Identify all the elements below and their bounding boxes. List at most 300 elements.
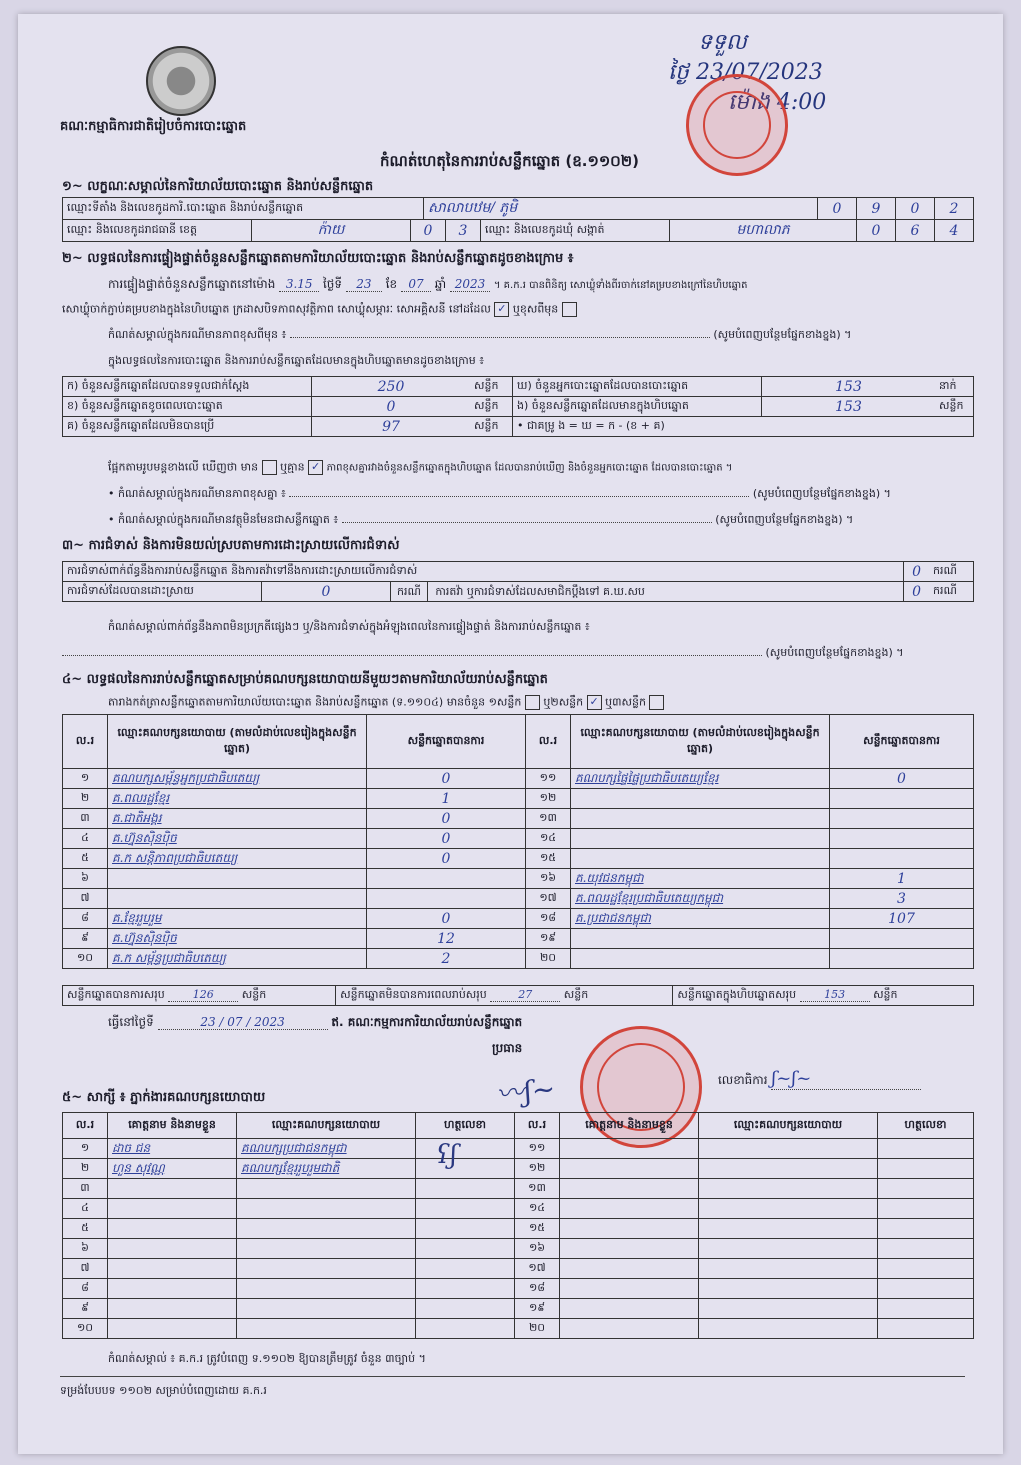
- table-row: [63, 1259, 974, 1279]
- s2-row2-rval: 153: [762, 397, 936, 417]
- s4-row-no-2: ២០: [526, 949, 571, 969]
- s2-bullet2-end: (សូមបំពេញបន្ថែមផ្នែកខាងខ្នង) ។: [715, 513, 854, 526]
- s5-row-sign[interactable]: [416, 1259, 515, 1279]
- table-row: [63, 889, 974, 909]
- s5-row-party: [237, 1219, 416, 1239]
- s4-intro-c: ឬ៣សន្លឹក: [605, 695, 646, 709]
- s5-row-sign[interactable]: [416, 1199, 515, 1219]
- s4-intro-b: ឬ២សន្លឹក: [543, 695, 584, 709]
- s5-row-no: ៥: [63, 1219, 108, 1239]
- s5-row-no: ៤: [63, 1199, 108, 1219]
- s5-row-party: គណបក្សខ្មែររួបរួមជាតិ: [237, 1159, 416, 1179]
- s4-row-votes-2: 3: [830, 889, 974, 909]
- s5-row-party-2[interactable]: [699, 1319, 878, 1339]
- s2-para5: ផ្អែកតាមរូបមន្តខាងលើ ឃើញថា មាន: [108, 460, 259, 474]
- s5-row-party: [237, 1279, 416, 1299]
- s4-row-votes: 0: [367, 909, 526, 929]
- s4-row-votes-2: [830, 789, 974, 809]
- s4-date-line: [108, 1014, 522, 1032]
- s5-row-sign[interactable]: [416, 1159, 515, 1179]
- table-row: [63, 1219, 974, 1239]
- s3-row2-mid: [391, 582, 904, 602]
- s2-row1-right: ឃ) ចំនួនអ្នកបោះឆ្នោតដែលបានបោះឆ្នោត: [513, 377, 762, 397]
- s2-para2-line: [62, 302, 577, 319]
- witness-signature: ʕʃ: [436, 1140, 457, 1170]
- s4-row-party-2: [571, 849, 830, 869]
- s5-row-no-2: ១៥: [515, 1219, 560, 1239]
- s4-row-party: គ.ខ្មែររួបរួម: [108, 909, 367, 929]
- s5-row-sign[interactable]: [416, 1319, 515, 1339]
- s4-col-no: ល.រ: [63, 715, 108, 769]
- section5-heading: ៥~ សាក្សី ៖ ភ្នាក់ងារគណបក្សនយោបាយ: [62, 1090, 266, 1105]
- s5-row-no-2: ១៨: [515, 1279, 560, 1299]
- s5-row-name: [108, 1179, 237, 1199]
- s2-time: 3.15: [279, 277, 319, 292]
- s2-para5-c: ភាពខុសគ្នារវាងចំនួនសន្លឹកឆ្នោតក្នុងហិបឆ្នោត ដែលបានរាប់ឃើញ និងចំនួនអ្នកបោះឆ្នោត ដែលបានបោះឆ្នោត ។: [326, 462, 733, 474]
- s2-day: 23: [346, 277, 382, 292]
- s2-para1: [108, 276, 978, 294]
- s2-row1-lval: 250: [312, 377, 471, 397]
- s5-row-party-2[interactable]: [699, 1259, 878, 1279]
- s3-row2-label-b: ការតវ៉ា ឬការជំទាស់ដែលសមាជិកប្ដឹងទៅ គ.ឃ.សប: [435, 585, 645, 598]
- s4-row-party-2: [571, 929, 830, 949]
- s5-row-sign[interactable]: [416, 1219, 515, 1239]
- s4-row-votes: 0: [367, 769, 526, 789]
- s4-row-votes-2: [830, 809, 974, 829]
- table-row: [63, 1239, 974, 1259]
- s1-row1-code-0: 0: [818, 198, 857, 220]
- s4-row-party-2: [571, 809, 830, 829]
- s4-row-votes: 0: [367, 849, 526, 869]
- table-row: [63, 869, 974, 889]
- s5-row-no-2: ១២: [515, 1159, 560, 1179]
- section5-witness-table: [62, 1112, 974, 1339]
- table-row: [63, 1299, 974, 1319]
- s2-bullet1-end: (សូមបំពេញបន្ថែមផ្នែកខាងខ្នង) ។: [752, 487, 891, 500]
- s2-month: 07: [401, 277, 431, 292]
- s4-row-votes-2: [830, 849, 974, 869]
- table-row: [63, 829, 974, 849]
- s5-col-sign: ហត្ថលេខា: [416, 1113, 515, 1139]
- s4-row-party-2: [571, 949, 830, 969]
- s2-row3-right: • ជាគម្រូ ង = ឃ = ក - (ខ + គ): [513, 417, 974, 437]
- s4-row-votes: [367, 869, 526, 889]
- s5-row-sign-2[interactable]: [878, 1259, 974, 1279]
- s4-row-votes-2: [830, 949, 974, 969]
- received-line2: ថ្ងៃ 23/07/2023: [668, 60, 823, 85]
- s5-row-party: [237, 1319, 416, 1339]
- s4-row-votes: 0: [367, 829, 526, 849]
- s2-row2-right: ង) ចំនួនសន្លឹកឆ្នោតដែលមានក្នុងហិបឆ្នោត: [513, 397, 762, 417]
- s2-bullet1-line: [108, 487, 891, 503]
- s5-row-sign-2[interactable]: [878, 1319, 974, 1339]
- s4-totals-table: [62, 985, 974, 1006]
- s4-col-no-2: ល.រ: [526, 715, 571, 769]
- s2-same-checkbox[interactable]: ✓: [494, 302, 509, 317]
- s4-row-party: [108, 889, 367, 909]
- footer-text: ទម្រង់បែបបទ ១១០២ សម្រាប់បំពេញដោយ គ.ក.រ: [60, 1384, 267, 1397]
- s5-row-sign-2[interactable]: [878, 1239, 974, 1259]
- s5-row-sign-2[interactable]: [878, 1299, 974, 1319]
- s5-row-no: ១០: [63, 1319, 108, 1339]
- s5-row-party-2[interactable]: [699, 1279, 878, 1299]
- s5-row-sign-2[interactable]: [878, 1179, 974, 1199]
- s5-row-sign[interactable]: [416, 1279, 515, 1299]
- s5-row-no: ៩: [63, 1299, 108, 1319]
- s2-para3: កំណត់សម្គាល់ក្នុងករណីមានភាពខុសពីមុន ៖: [108, 328, 287, 341]
- s5-note: កំណត់សម្គាល់ ៖ គ.ក.រ ត្រូវបំពេញ ទ.១១០២ ឱ្យបានត្រឹមត្រូវ ចំនួន ៣ច្បាប់ ។: [108, 1352, 426, 1365]
- s5-row-name: ដាច ជន: [108, 1139, 237, 1159]
- s5-col-name: គោត្តនាម និងនាមខ្លួន: [108, 1113, 237, 1139]
- s5-row-no-2: ១១: [515, 1139, 560, 1159]
- s2-bullet2-line: [108, 513, 853, 529]
- s5-row-party-2[interactable]: [699, 1139, 878, 1159]
- s4-row-party-2: [571, 829, 830, 849]
- s2-row1-rval: 153: [762, 377, 936, 397]
- s2-para3-end: (សូមបំពេញបន្ថែមផ្នែកខាងខ្នង) ។: [713, 328, 852, 341]
- s5-row-sign-2[interactable]: [878, 1139, 974, 1159]
- table-row: [63, 1179, 974, 1199]
- table-row: [63, 1199, 974, 1219]
- s4-three-sheet-checkbox[interactable]: [649, 695, 664, 710]
- section3-table: [62, 561, 974, 602]
- s4-row-votes-2: [830, 829, 974, 849]
- s5-row-sign-2[interactable]: [878, 1279, 974, 1299]
- s5-row-no: ២: [63, 1159, 108, 1179]
- s5-row-party-2[interactable]: [699, 1219, 878, 1239]
- s4-row-no-2: ១២: [526, 789, 571, 809]
- s2-year: 2023: [450, 277, 490, 292]
- s4-one-sheet-checkbox[interactable]: [525, 695, 540, 710]
- s3-row2-unit: ករណី: [391, 582, 428, 601]
- table-row: [63, 1159, 974, 1179]
- section4-heading: ៤~ លទ្ធផលនៃការរាប់សន្លឹកឆ្នោតសម្រាប់គណបក្សនយោបាយនីមួយៗតាមការិយាល័យរាប់សន្លឹកឆ្នោត: [62, 672, 548, 687]
- table-row: [63, 949, 974, 969]
- s5-row-name-2[interactable]: [560, 1239, 699, 1259]
- s4-row-no: ៦: [63, 869, 108, 889]
- s2-bullet2: • កំណត់សម្គាល់ក្នុងករណីមានវត្ថុមិនមែនជាសន្លឹកឆ្នោត ៖: [108, 513, 339, 526]
- s5-row-party: [237, 1199, 416, 1219]
- table-row: [63, 1139, 974, 1159]
- s1-row1-label: ឈ្មោះទីតាំង និងលេខកូដការិ.បោះឆ្នោត និងរាប់សន្លឹកឆ្នោត: [63, 198, 424, 220]
- s5-row-no-2: ១៦: [515, 1239, 560, 1259]
- s5-col-no: ល.រ: [63, 1113, 108, 1139]
- s1-row2-label-b: ឈ្មោះ និងលេខកូដឃុំ សង្កាត់: [481, 220, 670, 242]
- section1-table: [62, 197, 974, 220]
- section4-results-table: [62, 714, 974, 969]
- s4-row-no: ៥: [63, 849, 108, 869]
- chair-signature: 〰ʃ~: [494, 1071, 557, 1111]
- s5-row-sign[interactable]: [416, 1239, 515, 1259]
- s4-row-no-2: ១១: [526, 769, 571, 789]
- s2-para5-b: ឬគ្មាន: [280, 460, 305, 474]
- s5-row-name-2[interactable]: [560, 1139, 699, 1159]
- s5-col-party: ឈ្មោះគណបក្សនយោបាយ: [237, 1113, 416, 1139]
- s5-row-sign-2[interactable]: [878, 1199, 974, 1219]
- s4-row-no-2: ១៥: [526, 849, 571, 869]
- table-row: [63, 769, 974, 789]
- s5-row-party: [237, 1239, 416, 1259]
- s4-col-party: ឈ្មោះគណបក្សនយោបាយ (តាមលំដាប់លេខរៀងក្នុងសន្លឹកឆ្នោត): [108, 715, 367, 769]
- s2-row2-lval: 0: [312, 397, 471, 417]
- s1-row2-code-b-2: 4: [935, 220, 974, 242]
- s4-two-sheet-checkbox[interactable]: ✓: [587, 695, 602, 710]
- s1-row2-value-b: មហាលាភ: [670, 220, 857, 242]
- s5-row-no-2: ១៤: [515, 1199, 560, 1219]
- s4-date-value: 23 / 07 / 2023: [158, 1015, 328, 1030]
- s4-row-party: គ.ក សន្តិភាពប្រជាធិបតេយ្យ: [108, 849, 367, 869]
- s2-row1-runit: នាក់: [935, 377, 974, 397]
- s4-row-party-2: គ.ប្រជាជនកម្ពុជា: [571, 909, 830, 929]
- s4-row-no: ១០: [63, 949, 108, 969]
- s2-para5-line: [108, 460, 732, 477]
- s4-row-votes-2: [830, 929, 974, 949]
- s4-row-no: ៧: [63, 889, 108, 909]
- s4-row-votes: 1: [367, 789, 526, 809]
- s2-para3-dots[interactable]: [290, 337, 710, 338]
- s5-row-no: ៨: [63, 1279, 108, 1299]
- s4-row-no: ៩: [63, 929, 108, 949]
- s4-row-votes-2: 0: [830, 769, 974, 789]
- s4-total-b-value: 27: [490, 988, 560, 1002]
- s4-total-c-unit: សន្លឹក: [873, 987, 898, 1001]
- s3-note-dots[interactable]: [62, 655, 762, 656]
- s1-row2-code-0: 0: [411, 220, 446, 242]
- s5-row-no: ៦: [63, 1239, 108, 1259]
- s3-row1-value: 0: [904, 562, 929, 582]
- s3-row2-value-b: 0: [904, 582, 929, 602]
- s4-row-no-2: ១៨: [526, 909, 571, 929]
- s5-row-name: [108, 1259, 237, 1279]
- table-row: [63, 1319, 974, 1339]
- s4-row-no-2: ១៧: [526, 889, 571, 909]
- s5-col-party-2: ឈ្មោះគណបក្សនយោបាយ: [699, 1113, 878, 1139]
- s5-row-no: ៣: [63, 1179, 108, 1199]
- s2-diff-checkbox[interactable]: [562, 302, 577, 317]
- s5-row-name-2[interactable]: [560, 1279, 699, 1299]
- secretary-line: [718, 1068, 921, 1090]
- s5-row-sign[interactable]: [416, 1299, 515, 1319]
- s3-note-end: (សូមបំពេញបន្ថែមផ្នែកខាងខ្នង) ។: [765, 646, 904, 659]
- s2-para3-line: [108, 328, 978, 344]
- table-row: [63, 929, 974, 949]
- s4-total-a-value: 126: [168, 988, 238, 1002]
- s5-row-name: [108, 1239, 237, 1259]
- official-stamp-top: [686, 74, 788, 176]
- s5-col-sign-2: ហត្ថលេខា: [878, 1113, 974, 1139]
- s4-total-c-label: សន្លឹកឆ្នោតក្នុងហិបឆ្នោតសរុប: [677, 987, 797, 1001]
- s5-row-name: [108, 1299, 237, 1319]
- s5-row-name-2[interactable]: [560, 1259, 699, 1279]
- s5-row-name-2[interactable]: [560, 1319, 699, 1339]
- s5-row-party: [237, 1259, 416, 1279]
- s5-col-name-2: គោត្តនាម និងនាមខ្លួន: [560, 1113, 699, 1139]
- s5-row-party-2[interactable]: [699, 1299, 878, 1319]
- s2-row2-left: ខ) ចំនួនសន្លឹកឆ្នោតខូចពេលបោះឆ្នោត: [63, 397, 312, 417]
- s2-para1-c: ខែ: [385, 277, 398, 291]
- s4-col-party-2: ឈ្មោះគណបក្សនយោបាយ (តាមលំដាប់លេខរៀងក្នុងសន្លឹកឆ្នោត): [571, 715, 830, 769]
- s2-bullet1: • កំណត់សម្គាល់ក្នុងករណីមានភាពខុសគ្នា ៖: [108, 487, 286, 500]
- s4-row-votes-2: 107: [830, 909, 974, 929]
- s4-row-votes: 0: [367, 809, 526, 829]
- s1-row2-value: ក៉ាយ: [252, 220, 411, 242]
- s5-row-name: ហួន សុវណ្ណ: [108, 1159, 237, 1179]
- s5-col-no-2: ល.រ: [515, 1113, 560, 1139]
- secretary-signature: ʃ~ʃ~: [771, 1068, 921, 1090]
- s2-para4: ក្នុងលទ្ធផលនៃការបោះឆ្នោត និងការរាប់សន្លឹកឆ្នោតដែលមានក្នុងហិបឆ្នោតមានដូចខាងក្រោម ៖: [108, 354, 485, 367]
- s4-row-votes: [367, 889, 526, 909]
- s4-row-no: ៣: [63, 809, 108, 829]
- s5-row-name: [108, 1199, 237, 1219]
- s2-para2: សោឃ្លុំចាក់ភ្ជាប់គម្របខាងក្នុងនៃហិបឆ្នោត ក្រដាសបិទភាពសុវត្ថិភាព សោឃ្លុំសម្ភារៈ សោអគ្គិសនី នៅដដែល: [62, 302, 491, 316]
- s4-total-c-value: 153: [800, 988, 870, 1002]
- s5-row-party-2[interactable]: [699, 1179, 878, 1199]
- s5-row-name: [108, 1319, 237, 1339]
- s1-row1-code-1: 9: [857, 198, 896, 220]
- section1-heading: ១~ លក្ខណៈសម្គាល់នៃការិយាល័យបោះឆ្នោត និងរាប់សន្លឹកឆ្នោត: [62, 179, 374, 194]
- s2-row3-lval: 97: [312, 417, 471, 437]
- s4-row-party-2: [571, 789, 830, 809]
- section2-heading: ២~ លទ្ធផលនៃការផ្ទៀងផ្ទាត់ចំនួនសន្លឹកឆ្នោតតាមការិយាល័យបោះឆ្នោត និងរាប់សន្លឹកឆ្នោតដូចខាងក្រោម ៖: [62, 251, 574, 266]
- s4-col-votes: សន្លឹកឆ្នោតបានការ: [367, 715, 526, 769]
- s4-row-no: ១: [63, 769, 108, 789]
- s5-row-name: [108, 1219, 237, 1239]
- s5-row-name-2[interactable]: [560, 1159, 699, 1179]
- s4-total-a-label: សន្លឹកឆ្នោតបានការសរុប: [67, 987, 165, 1001]
- s2-row2-runit: សន្លឹក: [935, 397, 974, 417]
- s2-row2-unit: សន្លឹក: [470, 397, 513, 417]
- s2-para2-yes: ឬខុសពីមុន: [512, 302, 559, 316]
- s4-row-no: ២: [63, 789, 108, 809]
- s4-chair-label: ប្រធាន: [492, 1041, 523, 1055]
- s5-row-party: [237, 1179, 416, 1199]
- s1-row2-code-1: 3: [446, 220, 481, 242]
- s5-row-no: ១: [63, 1139, 108, 1159]
- s2-has-diff-checkbox[interactable]: [262, 460, 277, 475]
- received-line3: ម៉ោង 4:00: [728, 90, 827, 115]
- s5-row-no: ៧: [63, 1259, 108, 1279]
- s4-row-party: គ.ក សម្ព័ន្ធប្រជាធិបតេយ្យ: [108, 949, 367, 969]
- s1-row1-code-2: 0: [896, 198, 935, 220]
- s5-row-name-2[interactable]: [560, 1219, 699, 1239]
- table-row: [63, 809, 974, 829]
- footer-divider: [60, 1376, 965, 1377]
- form-title: កំណត់ហេតុនៃការរាប់សន្លឹកឆ្នោត (ឧ.១១០២): [380, 152, 640, 170]
- s5-row-party: គណបក្សប្រជាជនកម្ពុជា: [237, 1139, 416, 1159]
- section3-heading: ៣~ ការជំទាស់ និងការមិនយល់ស្របតាមការដោះស្រាយលើការជំទាស់: [62, 538, 400, 553]
- s2-row3-left: គ) ចំនួនសន្លឹកឆ្នោតដែលមិនបានប្រើ: [63, 417, 312, 437]
- s5-row-name-2[interactable]: [560, 1199, 699, 1219]
- s4-total-b: [336, 986, 673, 1006]
- s4-row-votes: 12: [367, 929, 526, 949]
- s1-row2-code-b-1: 6: [896, 220, 935, 242]
- s2-bullet2-dots[interactable]: [342, 522, 712, 523]
- s5-row-name-2[interactable]: [560, 1299, 699, 1319]
- s4-total-c: [673, 986, 974, 1006]
- s4-row-party-2: គណបក្សផ្ទៃផ្ទៃប្រជាធិបតេយ្យខ្មែរ: [571, 769, 830, 789]
- s5-row-no-2: ១៩: [515, 1299, 560, 1319]
- s4-total-b-unit: សន្លឹក: [563, 987, 589, 1001]
- s5-row-party-2[interactable]: [699, 1199, 878, 1219]
- s5-row-sign-2[interactable]: [878, 1159, 974, 1179]
- section1-table-row2: [62, 219, 974, 242]
- s2-row1-left: ក) ចំនួនសន្លឹកឆ្នោតដែលបានទទួលជាក់ស្តែង: [63, 377, 312, 397]
- s4-intro-line: [108, 695, 664, 712]
- s5-row-sign-2[interactable]: [878, 1219, 974, 1239]
- s1-row2-label: ឈ្មោះ និងលេខកូដរាជធានី ខេត្ត: [63, 220, 252, 242]
- s4-row-party: គ.ពលរដ្ឋខ្មែរ: [108, 789, 367, 809]
- s4-row-party-2: គ.យុវជនកម្ពុជា: [571, 869, 830, 889]
- s4-row-no-2: ១៤: [526, 829, 571, 849]
- s5-row-no-2: ១៧: [515, 1259, 560, 1279]
- s2-para1-b: ថ្ងៃទី: [323, 277, 343, 291]
- s3-note-end-line: [62, 646, 904, 662]
- s4-row-no-2: ១៣: [526, 809, 571, 829]
- s5-row-party-2[interactable]: [699, 1159, 878, 1179]
- s4-row-no-2: ១៩: [526, 929, 571, 949]
- s2-counts-table: [62, 376, 974, 437]
- s3-row2-label: ការជំទាស់ដែលបានដោះស្រាយ: [63, 582, 262, 602]
- s2-bullet1-dots[interactable]: [289, 496, 749, 497]
- table-row: [63, 1279, 974, 1299]
- s5-row-sign[interactable]: [416, 1179, 515, 1199]
- s5-row-no-2: ២០: [515, 1319, 560, 1339]
- commission-name: គណៈកម្មាធិការជាតិរៀបចំការបោះឆ្នោត: [60, 119, 247, 134]
- s1-row1-code-3: 2: [935, 198, 974, 220]
- s5-row-name: [108, 1279, 237, 1299]
- s4-committee: ឥ. គណៈកម្មការការិយាល័យរាប់សន្លឹកឆ្នោត: [331, 1015, 523, 1029]
- s5-row-party: [237, 1299, 416, 1319]
- s4-row-no-2: ១៦: [526, 869, 571, 889]
- received-line1: ទទួល: [698, 30, 747, 55]
- s2-para1-a: ការផ្ទៀងផ្ទាត់ចំនួនសន្លឹកឆ្នោតនៅម៉ោង: [108, 277, 276, 291]
- table-row: [63, 789, 974, 809]
- emblem-logo: [146, 46, 216, 116]
- s2-row3-unit: សន្លឹក: [470, 417, 513, 437]
- s4-col-votes-2: សន្លឹកឆ្នោតបានការ: [830, 715, 974, 769]
- s1-row2-code-b-0: 0: [857, 220, 896, 242]
- s5-row-name-2[interactable]: [560, 1179, 699, 1199]
- s2-para1-e: ។ គ.ក.រ បានពិនិត្យ សោឃ្លុំទាំងពីរចាក់នៅគម្របខាងក្រៅនៃហិបឆ្នោត: [493, 280, 748, 291]
- s4-row-party: គ.ហ្វ៊ុនស៊ិនប៉ិច: [108, 829, 367, 849]
- s2-row1-unit: សន្លឹក: [470, 377, 513, 397]
- s4-row-votes-2: 1: [830, 869, 974, 889]
- s5-row-no-2: ១៣: [515, 1179, 560, 1199]
- s1-row1-value: សាលាបឋម/ ភូមិ: [424, 198, 818, 220]
- s4-row-votes: 2: [367, 949, 526, 969]
- s4-date-label: ធ្វើនៅថ្ងៃទី: [108, 1015, 154, 1029]
- s4-total-a: [63, 986, 336, 1006]
- s4-row-party-2: គ.ពលរដ្ឋខ្មែរប្រជាធិបតេយ្យកម្ពុជា: [571, 889, 830, 909]
- s5-row-sign[interactable]: [416, 1139, 515, 1159]
- s4-row-no: ៨: [63, 909, 108, 929]
- s5-row-party-2[interactable]: [699, 1239, 878, 1259]
- s3-row1-unit: ករណី: [929, 562, 974, 582]
- s4-intro: តារាងកត់ត្រាសន្លឹកឆ្នោតតាមការិយាល័យបោះឆ្នោត និងរាប់សន្លឹកឆ្នោត (ទ.១១០៤) មានចំនួន ១សន្លឹក: [108, 695, 522, 709]
- table-row: [63, 849, 974, 869]
- s4-total-b-label: សន្លឹកឆ្នោតមិនបានការពេលរាប់សរុប: [340, 987, 487, 1001]
- form-paper: [18, 14, 1003, 1454]
- s4-row-party: គណបក្សសម្ព័ន្ធអ្នកប្រជាធិបតេយ្យ: [108, 769, 367, 789]
- s3-row2-value: 0: [262, 582, 391, 602]
- s3-row2-unit-b: ករណី: [929, 582, 974, 602]
- s4-row-party: គ.ហ្វ៊ុនស៊ិនប៉ិច: [108, 929, 367, 949]
- table-row: [63, 909, 974, 929]
- s4-row-party: [108, 869, 367, 889]
- s2-no-diff-checkbox[interactable]: ✓: [308, 460, 323, 475]
- secretary-label: លេខាធិការ: [718, 1073, 768, 1087]
- s2-para1-d: ឆ្នាំ: [434, 277, 447, 291]
